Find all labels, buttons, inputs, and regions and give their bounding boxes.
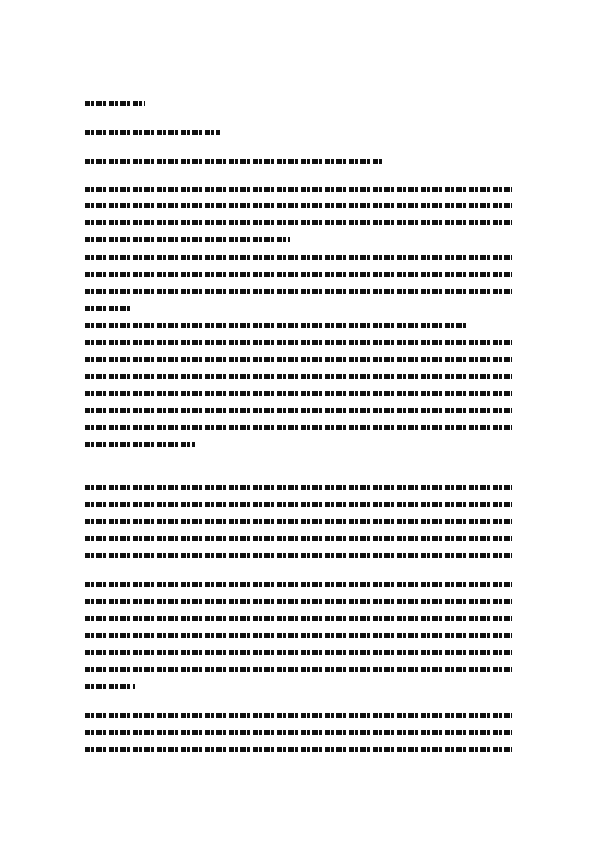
paragraph-3-line-3 [85, 616, 512, 621]
paragraph-2-line-3 [85, 519, 512, 524]
paragraph-1-line-6 [85, 272, 512, 277]
paragraph-1-line-4 [85, 237, 290, 242]
paragraph-3-line-6 [85, 667, 512, 672]
paragraph-2-line-2 [85, 502, 512, 507]
paragraph-3-line-2 [85, 599, 512, 604]
paragraph-2-line-5 [85, 553, 512, 558]
heading-line [85, 159, 383, 164]
paragraph-3-line-4 [85, 633, 512, 638]
paragraph-1-line-15 [85, 425, 512, 430]
paragraph-3-line-1 [85, 582, 512, 587]
paragraph-4-line-1 [85, 713, 512, 718]
paragraph-4-line-3 [85, 747, 512, 752]
paragraph-1-line-16 [85, 442, 195, 447]
paragraph-1-line-2 [85, 203, 512, 208]
paragraph-1-line-3 [85, 220, 512, 225]
paragraph-1-line-9 [85, 323, 467, 328]
paragraph-1-line-8 [85, 306, 130, 311]
paragraph-1-line-5 [85, 255, 512, 260]
paragraph-1-line-13 [85, 391, 512, 396]
paragraph-2-line-1 [85, 485, 512, 490]
paragraph-1-line-11 [85, 357, 512, 362]
paragraph-1-line-14 [85, 408, 512, 413]
paragraph-1-line-12 [85, 374, 512, 379]
paragraph-1-line-7 [85, 289, 512, 294]
paragraph-1-line-10 [85, 340, 512, 345]
paragraph-3-line-7 [85, 684, 135, 689]
header-line-1 [85, 101, 145, 106]
paragraph-1-line-1 [85, 187, 512, 192]
paragraph-3-line-5 [85, 650, 512, 655]
paragraph-4-line-2 [85, 730, 512, 735]
paragraph-2-line-4 [85, 536, 512, 541]
header-line-2 [85, 130, 220, 135]
